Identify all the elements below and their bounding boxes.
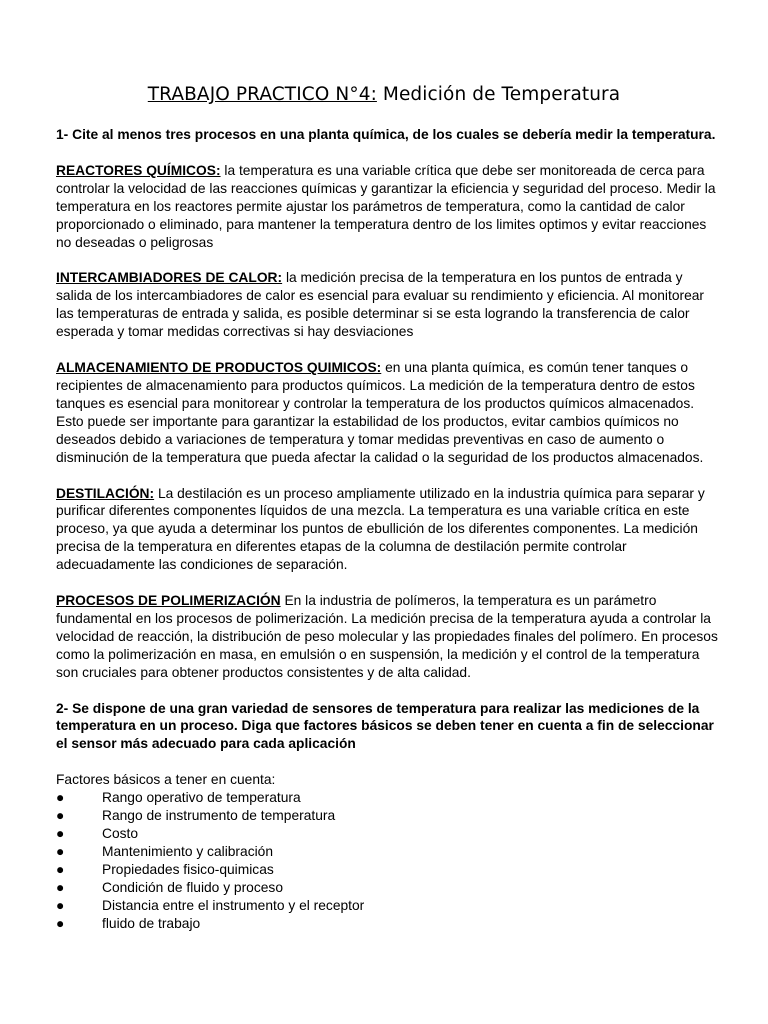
question-2: 2- Se dispone de una gran variedad de sensores de temperatura para realizar las mediciones de la temperatura en un proceso. Diga que factores básicos se deben tener en cuenta a fin de seleccionar el sensor más adecuado para cada aplicación bbox=[56, 700, 714, 752]
section-heading: DESTILACIÓN: bbox=[56, 485, 155, 501]
section-heading: REACTORES QUÍMICOS: bbox=[56, 162, 221, 178]
title-suffix: Medición de Temperatura bbox=[376, 84, 621, 105]
list-item bbox=[56, 879, 718, 897]
factor-text: fluido de trabajo bbox=[102, 915, 201, 931]
section-heading: ALMACENAMIENTO DE PRODUCTOS QUIMICOS: bbox=[56, 360, 382, 376]
list-item bbox=[56, 897, 718, 915]
page-title bbox=[0, 84, 768, 105]
section-text: la medición precisa de la temperatura en los puntos de entrada y salida de los intercambiadores de calor es esencial para evaluar su rendimiento y eficiencia. Al monitorear las temperaturas de entrada y salida, es posible determinar si se esta logrando la transferencia de calor esperada y tomar medidas correctivas si hay desviaciones bbox=[56, 270, 705, 340]
factor-text: Condición de fluido y proceso bbox=[102, 879, 284, 895]
title-prefix: TRABAJO PRACTICO N°4: bbox=[147, 84, 377, 105]
factor-text: Mantenimiento y calibración bbox=[102, 843, 274, 859]
bullet-icon: ● bbox=[56, 790, 65, 806]
bullet-icon: ● bbox=[56, 826, 65, 841]
list-item bbox=[56, 843, 718, 861]
list-item bbox=[56, 807, 718, 825]
factor-text: Propiedades fisico-quimicas bbox=[102, 861, 274, 877]
section-polimerizacion bbox=[56, 592, 718, 682]
factors-intro: Factores básicos a tener en cuenta: bbox=[56, 772, 276, 788]
factors-list bbox=[56, 789, 718, 932]
list-item bbox=[56, 861, 718, 879]
bullet-icon: ● bbox=[56, 843, 65, 859]
section-almacenamiento bbox=[56, 359, 718, 466]
section-text: la temperatura es una variable crítica que debe ser monitoreada de cerca para controlar la velocidad de las reacciones químicas y garantizar la eficiencia y seguridad del proceso. Medir la temperatura en los reactores permite ajustar los parámetros de temperatura, como la cantidad de calor proporcionado o eliminado, para mantener la temperatura dentro de los limites optimos y evitar reacciones no deseadas o peligrosas bbox=[56, 162, 716, 250]
section-destilacion bbox=[56, 485, 718, 575]
document-body bbox=[56, 126, 718, 932]
section-reactores bbox=[56, 162, 718, 252]
section-heading: INTERCAMBIADORES DE CALOR: bbox=[56, 270, 283, 286]
bullet-icon: ● bbox=[56, 897, 65, 913]
section-text: en una planta química, es común tener tanques o recipientes de almacenamiento para productos químicos. La medición de la temperatura dentro de estos tanques es esencial para monitorear y controlar la temperatura de los productos químicos almacenados. Esto puede ser importante para garantizar la estabilidad de los productos, evitar cambios químicos no deseados debido a variaciones de temperatura y tomar medidas preventivas en caso de aumento o disminución de la temperatura que pueda afectar la calidad o la seguridad de los productos almacenados. bbox=[56, 360, 704, 465]
factor-text: Distancia entre el instrumento y el receptor bbox=[102, 897, 365, 913]
list-item bbox=[56, 789, 718, 807]
factor-text: Costo bbox=[102, 826, 139, 841]
list-item bbox=[56, 825, 718, 843]
question-1: 1- Cite al menos tres procesos en una planta química, de los cuales se debería medir la temperatura. bbox=[56, 127, 716, 142]
factor-text: Rango de instrumento de temperatura bbox=[102, 808, 336, 824]
section-intercambiadores bbox=[56, 269, 718, 341]
section-text: En la industria de polímeros, la temperatura es un parámetro fundamental en los procesos de polimerización. La medición precisa de la temperatura ayuda a controlar la velocidad de reacción, la distribución de peso molecular y las propiedades finales del polímero. En procesos como la polimerización en masa, en emulsión o en suspensión, la medición y el control de la temperatura son cruciales para obtener productos consistentes y de alta calidad. bbox=[56, 593, 718, 680]
section-text: La destilación es un proceso ampliamente utilizado en la industria química para separar y purificar diferentes componentes líquidos de una mezcla. La temperatura es una variable crítica en este proceso, ya que ayuda a determinar los puntos de ebullición de los diferentes componentes. La medición precisa de la temperatura en diferentes etapas de la columna de destilación permite controlar adecuadamente las condiciones de separación. bbox=[56, 485, 705, 573]
section-heading: PROCESOS DE POLIMERIZACIÓN bbox=[56, 593, 281, 609]
bullet-icon: ● bbox=[56, 808, 65, 824]
bullet-icon: ● bbox=[56, 861, 65, 877]
factor-text: Rango operativo de temperatura bbox=[102, 790, 301, 806]
list-item bbox=[56, 915, 718, 933]
bullet-icon: ● bbox=[56, 879, 65, 895]
bullet-icon: ● bbox=[56, 915, 65, 931]
